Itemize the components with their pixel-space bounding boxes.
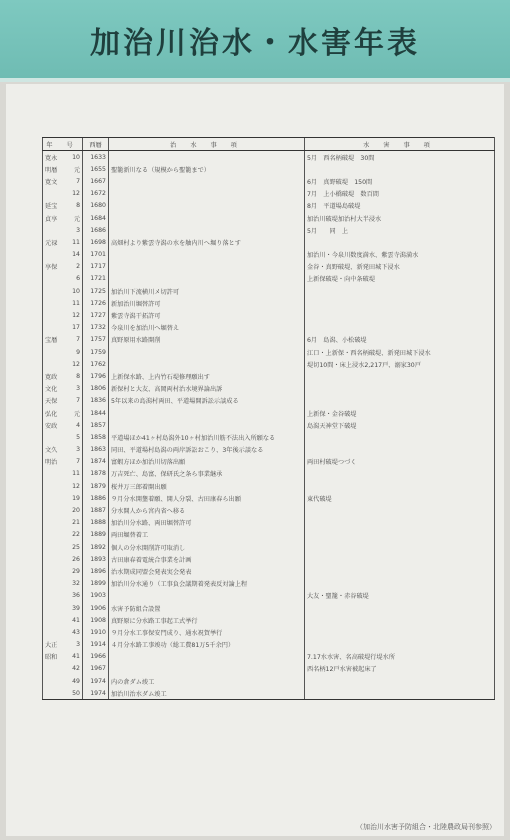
era-cell bbox=[43, 358, 69, 370]
ad-cell: 1759 bbox=[83, 346, 109, 358]
control-cell: 5年以来の島潟村両田、平道場開訴訟示談成る bbox=[109, 395, 305, 407]
table-row bbox=[43, 212, 495, 224]
table-row bbox=[43, 322, 495, 334]
era-cell bbox=[43, 346, 69, 358]
era-cell: 延宝 bbox=[43, 200, 69, 212]
control-cell: 平道場ほか41ヶ村島潟外10ヶ村加治川筋不法出入所願なる bbox=[109, 431, 305, 443]
source-credit: （加治川水害予防組合・北陸農政局刊参照） bbox=[356, 823, 496, 831]
year-cell: 3 bbox=[76, 385, 80, 393]
era-cell bbox=[43, 480, 69, 492]
ad-cell: 1726 bbox=[83, 297, 109, 309]
flood-cell: 江口・上新保・西名柄破堤、新発田城下浸水 bbox=[305, 346, 495, 358]
era-cell bbox=[43, 285, 69, 297]
ad-cell: 1680 bbox=[83, 200, 109, 212]
header-flood: 水 害 事 項 bbox=[305, 138, 495, 151]
control-cell: 万吉死亡、島富、保研氏之条ら事業継承 bbox=[109, 468, 305, 480]
era-cell: 寛文 bbox=[43, 175, 69, 187]
year-cell: 3 bbox=[76, 226, 80, 234]
table-row bbox=[43, 285, 495, 297]
year-cell: 3 bbox=[76, 641, 80, 649]
ad-cell: 1633 bbox=[83, 151, 109, 164]
table-row bbox=[43, 346, 495, 358]
flood-cell bbox=[305, 517, 495, 529]
year-cell: 12 bbox=[72, 360, 80, 368]
ad-cell: 1701 bbox=[83, 249, 109, 261]
table-row bbox=[43, 163, 495, 175]
table-row bbox=[43, 614, 495, 626]
flood-cell: 堤切10間・床上浸水2,217戸、溺家30戸 bbox=[305, 358, 495, 370]
table-row bbox=[43, 151, 495, 164]
control-cell: 両田堀替着工 bbox=[109, 529, 305, 541]
control-cell bbox=[109, 419, 305, 431]
control-cell bbox=[109, 407, 305, 419]
ad-cell: 1684 bbox=[83, 212, 109, 224]
control-cell bbox=[109, 346, 305, 358]
control-cell: 新加治川堀替許可 bbox=[109, 297, 305, 309]
ad-cell: 1686 bbox=[83, 224, 109, 236]
era-cell: 元禄 bbox=[43, 236, 69, 248]
control-cell: 富蝦方ほか加治川切落出願 bbox=[109, 456, 305, 468]
table-row bbox=[43, 578, 495, 590]
table-row bbox=[43, 273, 495, 285]
ad-cell: 1879 bbox=[83, 480, 109, 492]
era-cell bbox=[43, 188, 69, 200]
control-cell: 水害予防組合設置 bbox=[109, 602, 305, 614]
ad-cell: 1892 bbox=[83, 541, 109, 553]
table-row bbox=[43, 517, 495, 529]
control-cell: 今泉川を加治川へ堀替え bbox=[109, 322, 305, 334]
year-cell: 12 bbox=[72, 312, 80, 320]
table-row bbox=[43, 383, 495, 395]
era-cell bbox=[43, 468, 69, 480]
flood-cell bbox=[305, 480, 495, 492]
era-cell: 安政 bbox=[43, 419, 69, 431]
flood-cell: 7月 上小橋破堤 数百間 bbox=[305, 188, 495, 200]
ad-cell: 1914 bbox=[83, 639, 109, 651]
year-cell: 32 bbox=[72, 580, 80, 588]
table-row bbox=[43, 541, 495, 553]
control-cell bbox=[109, 224, 305, 236]
era-cell bbox=[43, 553, 69, 565]
table-row bbox=[43, 687, 495, 700]
control-cell bbox=[109, 200, 305, 212]
control-cell: ４月分水路工事竣功（総工費81万5千余円） bbox=[109, 639, 305, 651]
table-row bbox=[43, 370, 495, 382]
ad-cell: 1908 bbox=[83, 614, 109, 626]
era-cell bbox=[43, 565, 69, 577]
era-cell: 大正 bbox=[43, 639, 69, 651]
ad-cell: 1906 bbox=[83, 602, 109, 614]
ad-cell: 1806 bbox=[83, 383, 109, 395]
table-row bbox=[43, 590, 495, 602]
year-cell: 元 bbox=[73, 166, 80, 174]
ad-cell: 1893 bbox=[83, 553, 109, 565]
era-cell bbox=[43, 675, 69, 687]
flood-cell bbox=[305, 614, 495, 626]
ad-cell: 1974 bbox=[83, 675, 109, 687]
year-cell: 10 bbox=[72, 287, 80, 295]
year-cell: 19 bbox=[72, 494, 80, 502]
control-cell: 高畑村より紫雲寺潟の水を舳内川へ堀り落とす bbox=[109, 236, 305, 248]
header-ad: 西暦 bbox=[83, 138, 109, 151]
flood-cell: 加治川・今泉川数度満水、紫雲寺潟満水 bbox=[305, 249, 495, 261]
year-cell: 8 bbox=[76, 202, 80, 210]
year-cell: 12 bbox=[72, 190, 80, 198]
year-cell: 11 bbox=[72, 470, 80, 478]
page-title: 加治川治水・水害年表 bbox=[90, 26, 420, 61]
control-cell: 加治川分水路、両田堀替許可 bbox=[109, 517, 305, 529]
ad-cell: 1698 bbox=[83, 236, 109, 248]
flood-cell bbox=[305, 541, 495, 553]
table-row bbox=[43, 602, 495, 614]
header-control: 治 水 事 項 bbox=[109, 138, 305, 151]
year-cell: 7 bbox=[76, 458, 80, 466]
era-cell bbox=[43, 590, 69, 602]
ad-cell: 1721 bbox=[83, 273, 109, 285]
year-cell: 11 bbox=[72, 299, 80, 307]
control-cell bbox=[109, 175, 305, 187]
era-cell bbox=[43, 273, 69, 285]
table-row bbox=[43, 200, 495, 212]
flood-cell bbox=[305, 395, 495, 407]
table-header-row bbox=[43, 138, 495, 151]
ad-cell: 1655 bbox=[83, 163, 109, 175]
flood-cell: 島潟天神堂下破堤 bbox=[305, 419, 495, 431]
table-row bbox=[43, 553, 495, 565]
table-row bbox=[43, 529, 495, 541]
ad-cell: 1967 bbox=[83, 663, 109, 675]
control-cell bbox=[109, 249, 305, 261]
flood-cell: 5月 同 上 bbox=[305, 224, 495, 236]
flood-cell bbox=[305, 468, 495, 480]
ad-cell: 1878 bbox=[83, 468, 109, 480]
control-cell: 真野原に分水路工事起工式挙行 bbox=[109, 614, 305, 626]
flood-cell bbox=[305, 297, 495, 309]
table-row bbox=[43, 626, 495, 638]
flood-cell bbox=[305, 602, 495, 614]
table-row bbox=[43, 358, 495, 370]
era-cell: 文化 bbox=[43, 383, 69, 395]
era-cell bbox=[43, 297, 69, 309]
year-cell: 20 bbox=[72, 507, 80, 515]
flood-cell: 大友・聖籠・赤谷破堤 bbox=[305, 590, 495, 602]
flood-cell bbox=[305, 370, 495, 382]
control-cell: ９月分水工事保安門成り、通水祝賀挙行 bbox=[109, 626, 305, 638]
era-cell bbox=[43, 504, 69, 516]
era-cell: 文久 bbox=[43, 444, 69, 456]
table-row bbox=[43, 639, 495, 651]
flood-cell bbox=[305, 565, 495, 577]
year-cell: 43 bbox=[72, 628, 80, 636]
control-cell: 治水期成同盟会発表実会発表 bbox=[109, 565, 305, 577]
flood-cell bbox=[305, 687, 495, 700]
era-cell bbox=[43, 626, 69, 638]
flood-cell bbox=[305, 322, 495, 334]
table-row bbox=[43, 236, 495, 248]
ad-cell: 1910 bbox=[83, 626, 109, 638]
era-cell bbox=[43, 431, 69, 443]
era-cell: 弘化 bbox=[43, 407, 69, 419]
control-cell: 加治川分水通り（工事負会議期着発表反対論上程 bbox=[109, 578, 305, 590]
era-cell: 享保 bbox=[43, 261, 69, 273]
control-cell: 同田、平道場村島潟の両岸訴訟おこり、3年後示談なる bbox=[109, 444, 305, 456]
era-cell: 貞享 bbox=[43, 212, 69, 224]
control-cell bbox=[109, 663, 305, 675]
control-cell bbox=[109, 358, 305, 370]
ad-cell: 1717 bbox=[83, 261, 109, 273]
era-cell bbox=[43, 614, 69, 626]
era-cell: 寛永 bbox=[43, 151, 69, 164]
flood-cell: 加治川破堤加治村大半浸水 bbox=[305, 212, 495, 224]
flood-cell: 両田村破堤つづく bbox=[305, 456, 495, 468]
year-cell: 21 bbox=[72, 519, 80, 527]
ad-cell: 1974 bbox=[83, 687, 109, 700]
era-cell: 宝暦 bbox=[43, 334, 69, 346]
table-row bbox=[43, 297, 495, 309]
table-row bbox=[43, 504, 495, 516]
ad-cell: 1725 bbox=[83, 285, 109, 297]
ad-cell: 1857 bbox=[83, 419, 109, 431]
ad-cell: 1888 bbox=[83, 517, 109, 529]
era-cell: 明治 bbox=[43, 456, 69, 468]
ad-cell: 1762 bbox=[83, 358, 109, 370]
flood-cell bbox=[305, 529, 495, 541]
era-cell bbox=[43, 224, 69, 236]
ad-cell: 1672 bbox=[83, 188, 109, 200]
control-cell: ９月分水開墾着願、開人分裂、古田康春ら出願 bbox=[109, 492, 305, 504]
table-row bbox=[43, 663, 495, 675]
flood-cell bbox=[305, 309, 495, 321]
era-cell: 天保 bbox=[43, 395, 69, 407]
flood-cell bbox=[305, 578, 495, 590]
control-cell: 個人の分水開削許可取消し bbox=[109, 541, 305, 553]
ad-cell: 1903 bbox=[83, 590, 109, 602]
flood-cell: 金谷・真野破堤、新発田城下浸水 bbox=[305, 261, 495, 273]
year-cell: 26 bbox=[72, 555, 80, 563]
year-cell: 36 bbox=[72, 592, 80, 600]
year-cell: 41 bbox=[72, 653, 80, 661]
control-cell bbox=[109, 261, 305, 273]
ad-cell: 1896 bbox=[83, 565, 109, 577]
timeline-body bbox=[43, 151, 495, 700]
control-cell bbox=[109, 273, 305, 285]
table-row bbox=[43, 224, 495, 236]
year-cell: 42 bbox=[72, 665, 80, 673]
flood-cell bbox=[305, 639, 495, 651]
flood-cell: 西名柄12戸水害被起床了 bbox=[305, 663, 495, 675]
era-cell bbox=[43, 602, 69, 614]
year-cell: 39 bbox=[72, 604, 80, 612]
flood-cell: 上新保・金谷破堤 bbox=[305, 407, 495, 419]
year-cell: 50 bbox=[69, 687, 83, 700]
flood-cell bbox=[305, 163, 495, 175]
control-cell: 新保村と大友、高岡両村治水境界論出訴 bbox=[109, 383, 305, 395]
control-cell bbox=[109, 212, 305, 224]
ad-cell: 1887 bbox=[83, 504, 109, 516]
control-cell: 紫雲寺潟干拓許可 bbox=[109, 309, 305, 321]
flood-cell bbox=[305, 626, 495, 638]
year-cell: 41 bbox=[72, 616, 80, 624]
era-cell bbox=[43, 309, 69, 321]
era-cell bbox=[43, 322, 69, 334]
table-row bbox=[43, 651, 495, 663]
table-row bbox=[43, 261, 495, 273]
ad-cell: 1886 bbox=[83, 492, 109, 504]
flood-cell bbox=[305, 444, 495, 456]
era-cell: 寛政 bbox=[43, 370, 69, 382]
control-cell: 分水開人から宮内省へ移る bbox=[109, 504, 305, 516]
era-cell bbox=[43, 529, 69, 541]
year-cell: 6 bbox=[76, 275, 80, 283]
year-cell: 4 bbox=[76, 421, 80, 429]
year-cell: 元 bbox=[73, 410, 80, 418]
flood-cell bbox=[305, 285, 495, 297]
ad-cell: 1874 bbox=[83, 456, 109, 468]
era-cell: 明暦 bbox=[43, 163, 69, 175]
year-cell: 5 bbox=[76, 433, 80, 441]
flood-cell bbox=[305, 383, 495, 395]
ad-cell: 1796 bbox=[83, 370, 109, 382]
flood-cell: 東代破堤 bbox=[305, 492, 495, 504]
era-cell bbox=[43, 249, 69, 261]
year-cell: 7 bbox=[76, 397, 80, 405]
year-cell: 7 bbox=[76, 336, 80, 344]
table-row bbox=[43, 249, 495, 261]
ad-cell: 1667 bbox=[83, 175, 109, 187]
year-cell: 25 bbox=[72, 543, 80, 551]
control-cell: 内の倉ダム竣工 bbox=[109, 675, 305, 687]
flood-cell bbox=[305, 236, 495, 248]
year-cell: 7 bbox=[76, 177, 80, 185]
control-cell bbox=[109, 590, 305, 602]
header-era: 年 号 bbox=[43, 138, 83, 151]
year-cell: 元 bbox=[73, 215, 80, 223]
flood-cell: 6月 島潟、小松破堤 bbox=[305, 334, 495, 346]
flood-cell: 8月 平道場島破堤 bbox=[305, 200, 495, 212]
control-cell bbox=[109, 188, 305, 200]
table-row bbox=[43, 675, 495, 687]
table-row bbox=[43, 334, 495, 346]
table-row bbox=[43, 419, 495, 431]
year-cell: 22 bbox=[72, 531, 80, 539]
control-cell: 加治川下流横川メ切許可 bbox=[109, 285, 305, 297]
control-cell bbox=[109, 151, 305, 164]
ad-cell: 1844 bbox=[83, 407, 109, 419]
table-row bbox=[43, 188, 495, 200]
table-row bbox=[43, 309, 495, 321]
year-cell: 10 bbox=[72, 153, 80, 161]
flood-cell: 5月 西名柄破堤 30間 bbox=[305, 151, 495, 164]
control-cell: 桜井万三郎着開出願 bbox=[109, 480, 305, 492]
year-cell: 2 bbox=[76, 263, 80, 271]
year-cell: 14 bbox=[72, 251, 80, 259]
control-cell: 古田康春着電統合事業を計画 bbox=[109, 553, 305, 565]
table-row bbox=[43, 565, 495, 577]
era-cell bbox=[43, 492, 69, 504]
table-row bbox=[43, 468, 495, 480]
era-cell bbox=[43, 541, 69, 553]
year-cell: 12 bbox=[72, 482, 80, 490]
control-cell: 上新保水路、上内竹石堤修理願出す bbox=[109, 370, 305, 382]
table-row bbox=[43, 431, 495, 443]
ad-cell: 1727 bbox=[83, 309, 109, 321]
ad-cell: 1836 bbox=[83, 395, 109, 407]
flood-cell: 6月 真野破堤 150間 bbox=[305, 175, 495, 187]
ad-cell: 1899 bbox=[83, 578, 109, 590]
control-cell bbox=[109, 651, 305, 663]
year-cell: 9 bbox=[76, 348, 80, 356]
ad-cell: 1757 bbox=[83, 334, 109, 346]
flood-cell bbox=[305, 553, 495, 565]
ad-cell: 1858 bbox=[83, 431, 109, 443]
year-cell: 8 bbox=[76, 372, 80, 380]
ad-cell: 1863 bbox=[83, 444, 109, 456]
table-row bbox=[43, 407, 495, 419]
table-row bbox=[43, 175, 495, 187]
control-cell: 聖籠新川なる（規模から聖籠まで） bbox=[109, 163, 305, 175]
control-cell: 真野原用水路開削 bbox=[109, 334, 305, 346]
timeline-table bbox=[42, 137, 495, 700]
ad-cell: 1732 bbox=[83, 322, 109, 334]
year-cell: 11 bbox=[72, 238, 80, 246]
era-cell bbox=[43, 687, 69, 700]
flood-cell: 上新保破堤・向中条破堤 bbox=[305, 273, 495, 285]
table-row bbox=[43, 492, 495, 504]
table-row bbox=[43, 444, 495, 456]
era-cell bbox=[43, 578, 69, 590]
era-cell: 昭和 bbox=[43, 651, 69, 663]
year-cell: 17 bbox=[72, 324, 80, 332]
table-row bbox=[43, 456, 495, 468]
control-cell: 加治川治水ダム竣工 bbox=[109, 687, 305, 700]
title-banner bbox=[0, 0, 510, 82]
table-row bbox=[43, 395, 495, 407]
era-cell bbox=[43, 663, 69, 675]
flood-cell bbox=[305, 431, 495, 443]
table-row bbox=[43, 480, 495, 492]
flood-cell: 7.17水水害、名高破堤行堤水所 bbox=[305, 651, 495, 663]
ad-cell: 1966 bbox=[83, 651, 109, 663]
year-cell: 29 bbox=[72, 567, 80, 575]
flood-cell bbox=[305, 504, 495, 516]
year-cell: 3 bbox=[76, 446, 80, 454]
flood-cell bbox=[305, 675, 495, 687]
era-cell bbox=[43, 517, 69, 529]
ad-cell: 1889 bbox=[83, 529, 109, 541]
year-cell: 49 bbox=[72, 677, 80, 685]
